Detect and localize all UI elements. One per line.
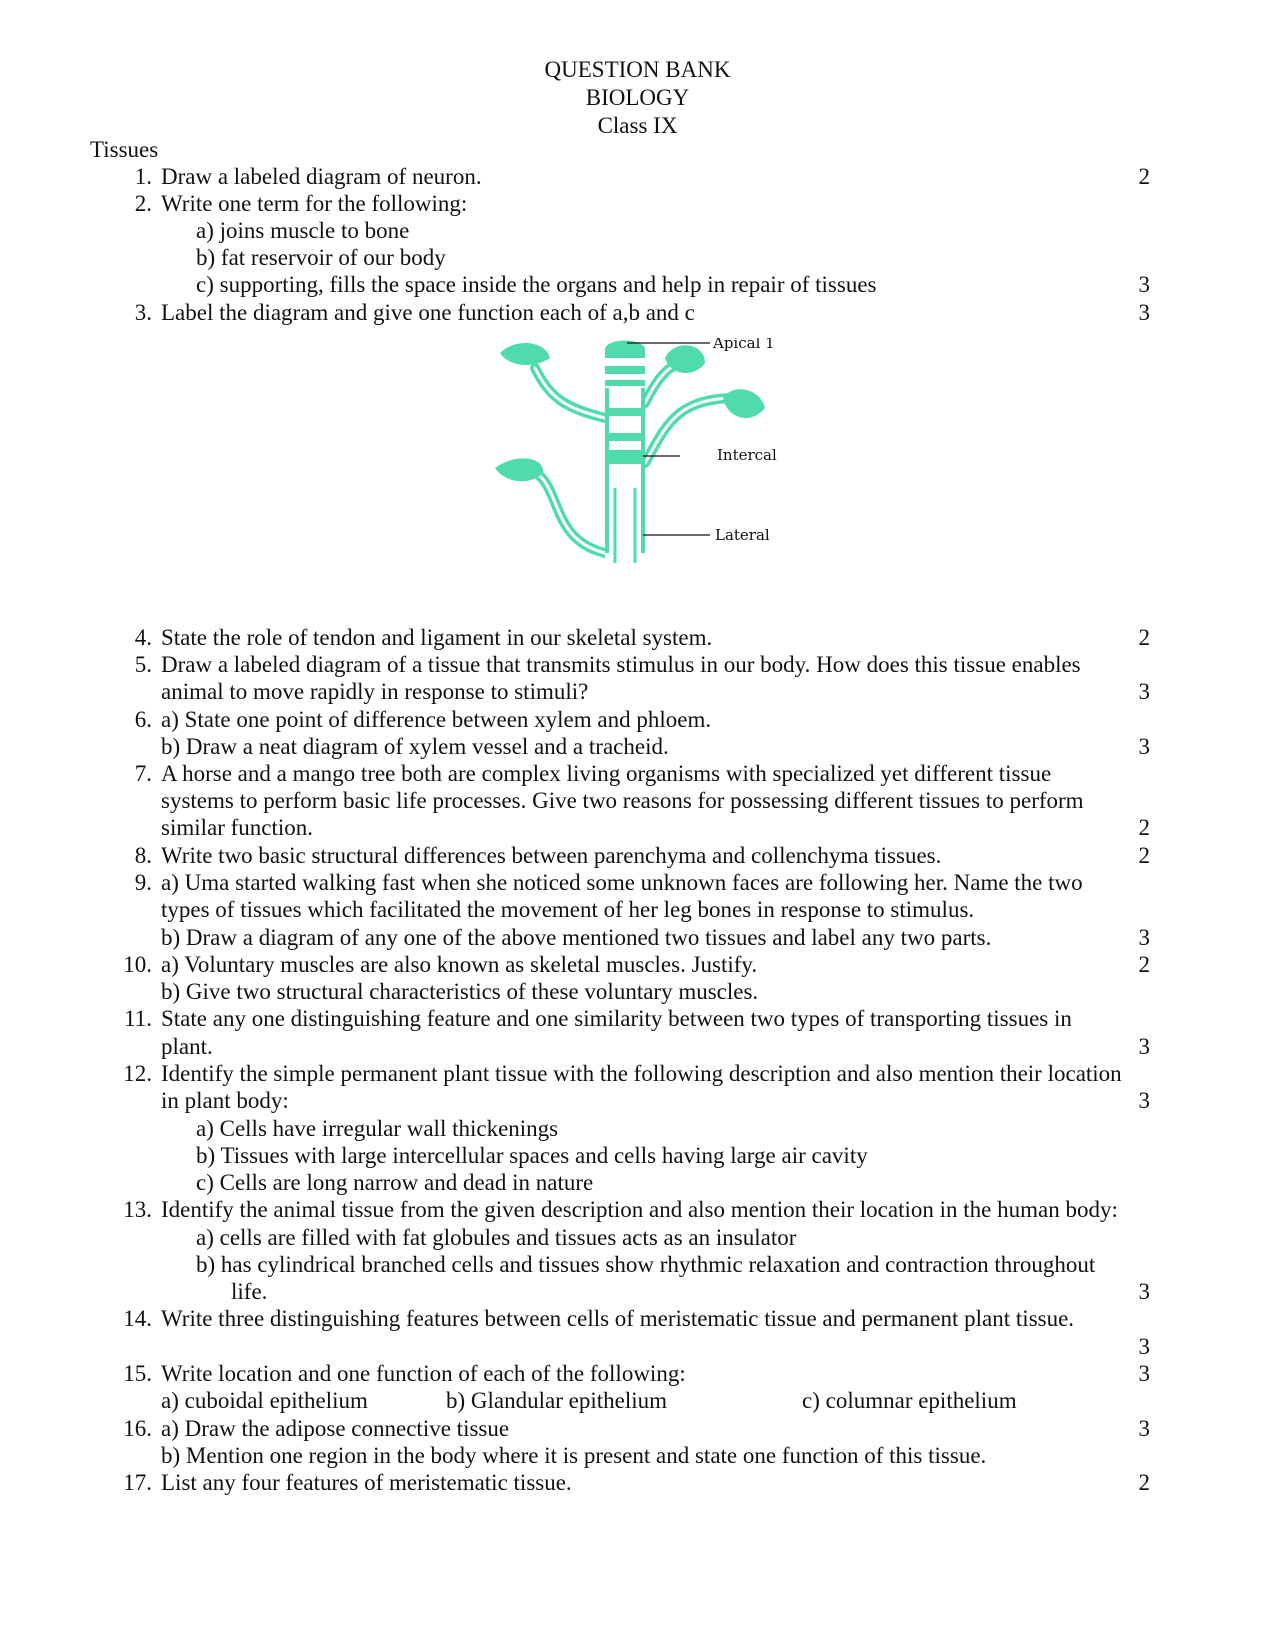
q13-option-b: b) has cylindrical branched cells and tissues show rhythmic relaxation and contraction throughout: [196, 1252, 1096, 1277]
q15-line1: Write location and one function of each of the following:: [161, 1361, 686, 1386]
q7-line1: A horse and a mango tree both are complex living organisms with specialized yet different tissue: [161, 761, 1052, 786]
q5-number: 5.: [134, 652, 152, 677]
q17-number: 17.: [123, 1470, 152, 1495]
q9-line1: a) Uma started walking fast when she noticed some unknown faces are following her. Name the two: [161, 870, 1083, 895]
q13-line1: Identify the animal tissue from the given description and also mention their location in the human body:: [161, 1197, 1118, 1222]
q13-option-b-cont: life.: [231, 1279, 268, 1304]
q5-line1: Draw a labeled diagram of a tissue that transmits stimulus in our body. How does this tissue enables: [161, 652, 1081, 677]
section-heading: Tissues: [90, 137, 159, 162]
q2-marks: 3: [1138, 272, 1150, 297]
q14-line1: Write three distinguishing features between cells of meristematic tissue and permanent plant tissue.: [161, 1306, 1075, 1331]
label-apical: Apical 1: [713, 338, 775, 352]
q17-line1: List any four features of meristematic tissue.: [161, 1470, 572, 1495]
q9-line2: types of tissues which facilitated the movement of her leg bones in response to stimulus.: [161, 897, 975, 922]
q12-line1: Identify the simple permanent plant tissue with the following description and also mention their location: [161, 1061, 1122, 1086]
q5-marks: 3: [1138, 679, 1150, 704]
q12-marks: 3: [1138, 1088, 1150, 1113]
q11-marks: 3: [1138, 1034, 1150, 1059]
q14-number: 14.: [123, 1306, 152, 1331]
q2-option-c: c) supporting, fills the space inside the organs and help in repair of tissues: [196, 272, 877, 297]
q4-number: 4.: [134, 625, 152, 650]
q15-option-b: b) Glandular epithelium: [446, 1388, 667, 1413]
q1-text: Draw a labeled diagram of neuron.: [161, 164, 482, 189]
q2-option-a: a) joins muscle to bone: [196, 218, 410, 243]
q5-line2: animal to move rapidly in response to stimuli?: [161, 679, 589, 704]
q8-number: 8.: [134, 843, 152, 868]
q14-marks: 3: [1138, 1334, 1150, 1359]
q3-marks: 3: [1138, 300, 1150, 325]
q7-line3: similar function.: [161, 815, 314, 840]
q9-marks: 3: [1138, 925, 1150, 950]
q4-marks: 2: [1138, 625, 1150, 650]
q13-marks: 3: [1138, 1279, 1150, 1304]
q2-option-b: b) fat reservoir of our body: [196, 245, 446, 270]
leaf-1: [500, 343, 550, 365]
q12-line2: in plant body:: [161, 1088, 289, 1113]
leaf-3: [723, 389, 765, 418]
q8-text: Write two basic structural differences between parenchyma and collenchyma tissues.: [161, 843, 942, 868]
leaf-4: [495, 458, 543, 481]
q10-line2: b) Give two structural characteristics of these voluntary muscles.: [161, 979, 759, 1004]
q12-option-a: a) Cells have irregular wall thickenings: [196, 1116, 559, 1141]
q11-number: 11.: [124, 1006, 152, 1031]
q10-number: 10.: [123, 952, 152, 977]
q4-text: State the role of tendon and ligament in our skeletal system.: [161, 625, 713, 650]
q17-marks: 2: [1138, 1470, 1150, 1495]
label-intercal: Intercal: [717, 446, 777, 464]
q16-line1: a) Draw the adipose connective tissue: [161, 1416, 510, 1441]
plant-meristem-diagram: [495, 338, 795, 573]
q11-line2: plant.: [161, 1034, 213, 1059]
q15-marks: 3: [1138, 1361, 1150, 1386]
q16-line2: b) Mention one region in the body where it is present and state one function of this tissue.: [161, 1443, 987, 1468]
q15-option-c: c) columnar epithelium: [802, 1388, 1017, 1413]
q6-marks: 3: [1138, 734, 1150, 759]
q8-marks: 2: [1138, 843, 1150, 868]
q12-option-b: b) Tissues with large intercellular spaces and cells having large air cavity: [196, 1143, 868, 1168]
header-title: QUESTION BANK: [544, 57, 731, 82]
q3-number: 3.: [134, 300, 152, 325]
branch-upper-left: [535, 368, 605, 418]
q13-option-a: a) cells are filled with fat globules and tissues acts as an insulator: [196, 1225, 797, 1250]
q9-number: 9.: [134, 870, 152, 895]
q3-text: Label the diagram and give one function each of a,b and c: [161, 300, 695, 325]
q13-number: 13.: [123, 1197, 152, 1222]
q15-option-a: a) cuboidal epithelium: [161, 1388, 368, 1413]
q1-marks: 2: [1138, 164, 1150, 189]
q16-marks: 3: [1138, 1416, 1150, 1441]
q6-number: 6.: [134, 707, 152, 732]
label-lateral: Lateral: [715, 526, 770, 544]
q6-line2: b) Draw a neat diagram of xylem vessel and a tracheid.: [161, 734, 669, 759]
q12-number: 12.: [123, 1061, 152, 1086]
intercalary-region: [605, 450, 645, 464]
q7-marks: 2: [1138, 815, 1150, 840]
q1-number: 1.: [134, 164, 152, 189]
q2-number: 2.: [134, 191, 152, 216]
header-class: Class IX: [597, 113, 678, 138]
branch-lower-left: [525, 468, 605, 553]
q2-text: Write one term for the following:: [161, 191, 468, 216]
q7-number: 7.: [134, 761, 152, 786]
q6-line1: a) State one point of difference between xylem and phloem.: [161, 707, 712, 732]
q10-marks: 2: [1138, 952, 1150, 977]
q10-line1: a) Voluntary muscles are also known as skeletal muscles. Justify.: [161, 952, 758, 977]
q11-line1: State any one distinguishing feature and one similarity between two types of transporting tissues in: [161, 1006, 1072, 1031]
q16-number: 16.: [123, 1416, 152, 1441]
q12-option-c: c) Cells are long narrow and dead in nature: [196, 1170, 594, 1195]
q15-number: 15.: [123, 1361, 152, 1386]
q7-line2: systems to perform basic life processes. Give two reasons for possessing different tissues to perform: [161, 788, 1084, 813]
q9-line3: b) Draw a diagram of any one of the above mentioned two tissues and label any two parts.: [161, 925, 992, 950]
header-subject: BIOLOGY: [585, 85, 690, 110]
